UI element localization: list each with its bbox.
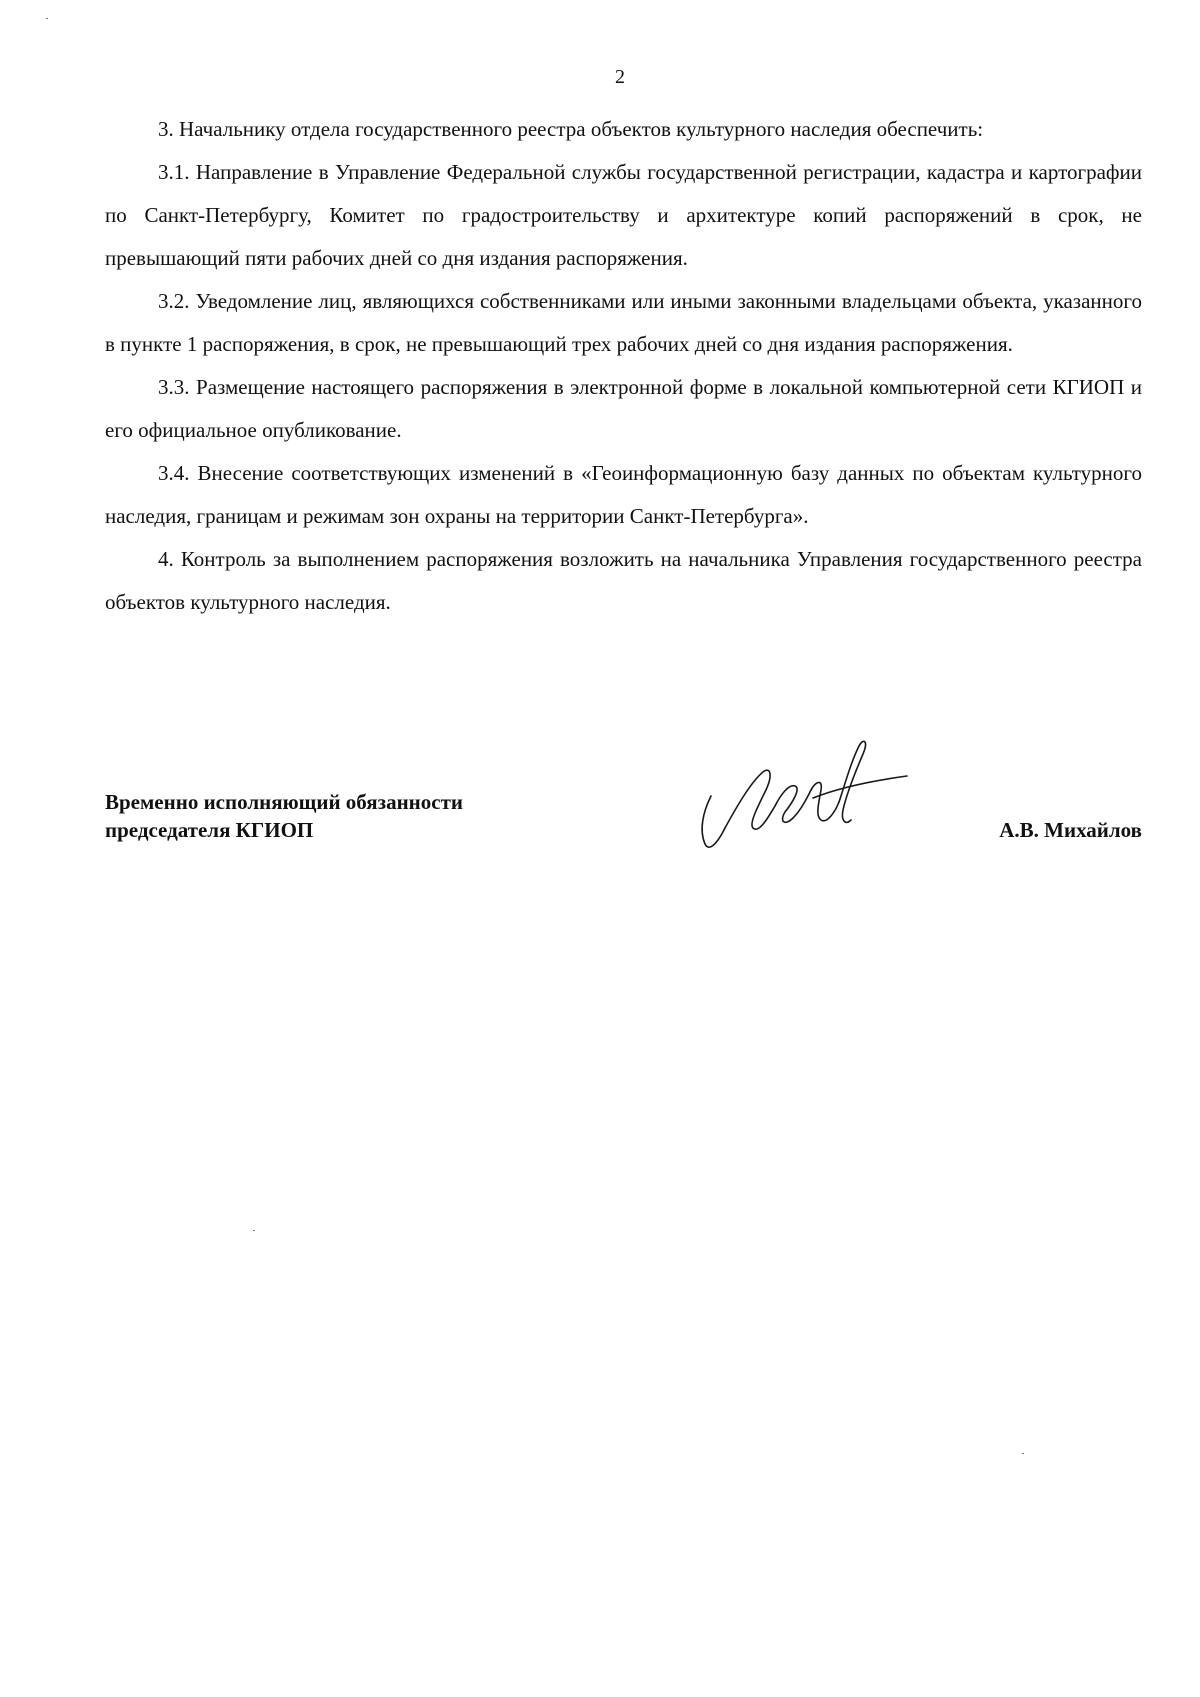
page-number: 2	[615, 66, 625, 88]
scan-speck	[46, 18, 48, 19]
paragraph-3: 3. Начальнику отдела государственного реестра объектов культурного наследия обеспечить:	[158, 117, 984, 141]
signature-block	[105, 788, 1142, 868]
signer-title-line-1: Временно исполняющий обязанности	[105, 790, 464, 814]
scan-speck	[1022, 1453, 1024, 1454]
paragraph-4: 4. Контроль за выполнением распоряжения возложить на начальника Управления государственного реестра объектов культурного наследия.	[105, 547, 1142, 614]
paragraph-3-2: 3.2. Уведомление лиц, являющихся собственниками или иными законными владельцами объекта, указанного в пункте 1 распоряжения, в срок, не превышающий трех рабочих дней со дня издания распоряжения.	[105, 289, 1142, 356]
document-body	[105, 108, 1142, 624]
paragraph-3-4: 3.4. Внесение соответствующих изменений в «Геоинформационную базу данных по объектам культурного наследия, границам и режимам зон охраны на территории Санкт-Петербурга».	[105, 461, 1142, 528]
paragraph-3-3: 3.3. Размещение настоящего распоряжения в электронной форме в локальной компьютерной сети КГИОП и его официальное опубликование.	[105, 375, 1142, 442]
signer-name: А.В. Михайлов	[999, 818, 1142, 842]
paragraph-3-1: 3.1. Направление в Управление Федеральной службы государственной регистрации, кадастра и картографии по Санкт-Петербургу, Комитет по градостроительству и архитектуре копий распоряжений в срок, не превышающий пяти рабочих дней со дня издания распоряжения.	[105, 160, 1142, 270]
handwritten-signature	[693, 732, 923, 862]
signer-title-line-2: председателя КГИОП	[105, 818, 314, 842]
signer-title	[105, 788, 463, 844]
scan-speck	[253, 1230, 255, 1231]
